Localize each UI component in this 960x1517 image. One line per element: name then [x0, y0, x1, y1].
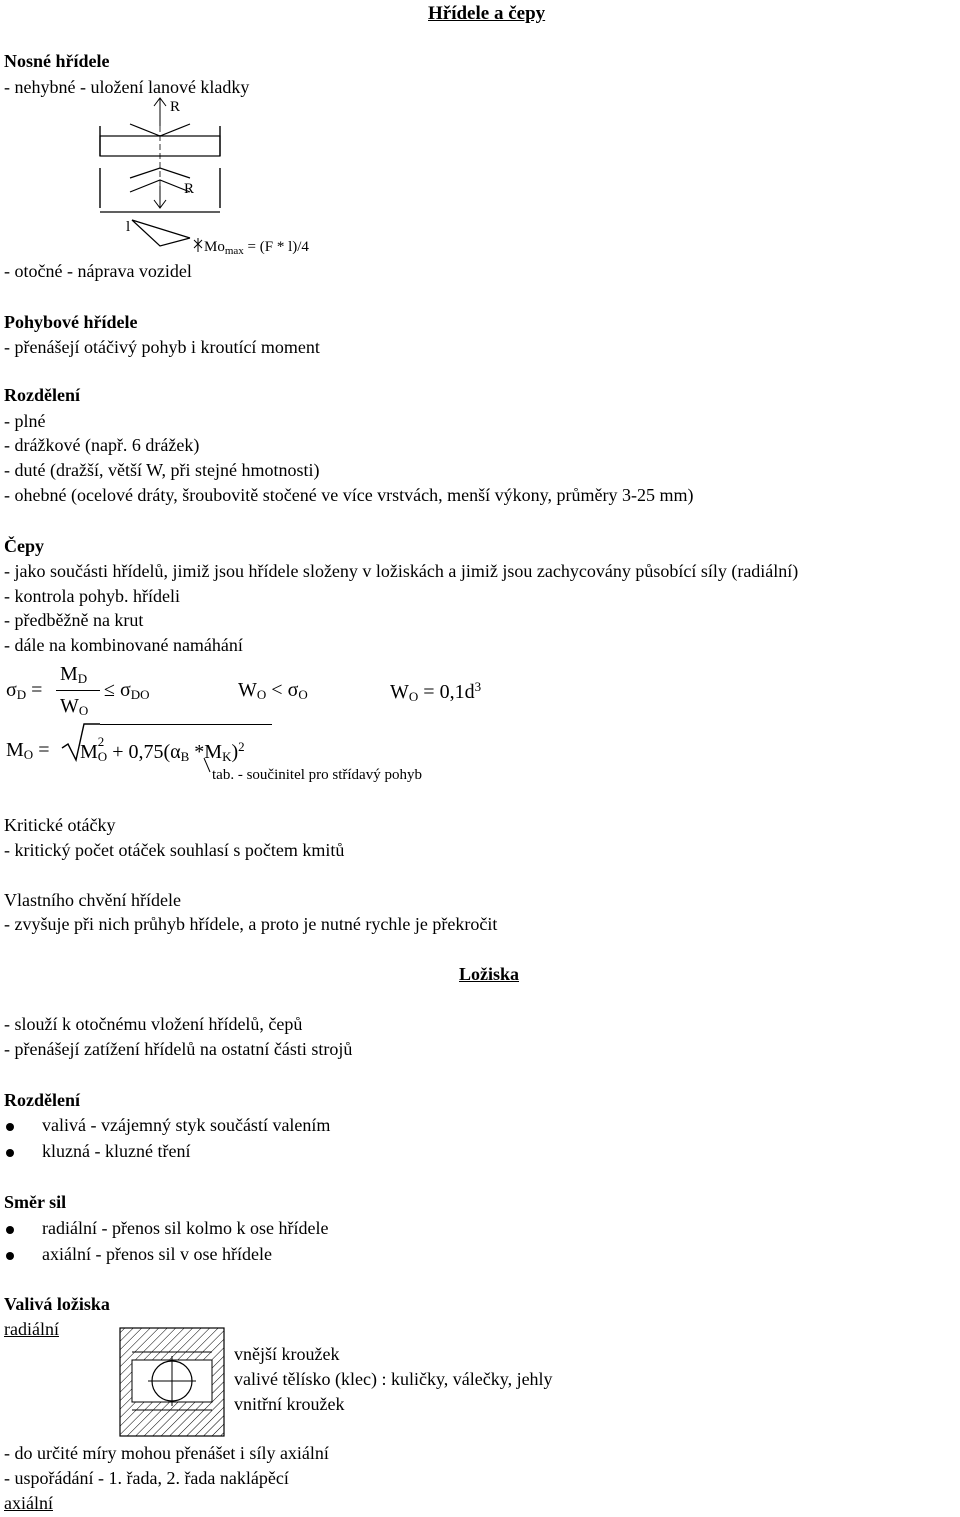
list-item: - duté (dražší, větší W, při stejné hmotnosti)	[4, 460, 320, 480]
bearing-part-label: vnitřní kroužek	[234, 1394, 345, 1414]
text-line: - slouží k otočnému vložení hřídelů, čepů	[4, 1014, 303, 1034]
list-item: - dále na kombinované namáhání	[4, 635, 243, 655]
text-line: - do určité míry mohou přenášet i síly axiální	[4, 1443, 329, 1463]
diagram-label-r: R	[184, 181, 195, 197]
heading-division: Rozdělení	[4, 1090, 80, 1110]
text-line: - přenášejí otáčivý pohyb i kroutící moment	[4, 337, 320, 357]
page-title: Hřídele a čepy	[428, 3, 546, 24]
subheading-radial: radiální	[4, 1319, 59, 1339]
bearing-part-label: vnější kroužek	[234, 1344, 340, 1364]
radial-bearing-diagram	[118, 1326, 228, 1438]
formula-wo-value: $W_O = 0,1d^3$	[390, 679, 482, 704]
formula-mo-expression: M 2 $_O + 0,75(\alpha_B$ $*M_K)^2$	[80, 734, 245, 764]
text-line: - otočné - náprava vozidel	[4, 261, 192, 281]
text-line: - uspořádání - 1. řada, 2. řada naklápěcí	[4, 1468, 289, 1488]
text-line: - kritický počet otáček souhlasí s počtem kmitů	[4, 840, 345, 860]
diagram-label-l: l	[126, 219, 131, 235]
formula-sigma-do: ≤ $\sigma_{DO}$	[104, 679, 150, 702]
list-item: - jako součásti hřídelů, jimiž jsou hřídele složeny v ložiskách a jimiž jsou zachycovány působící síly (radiální)	[4, 561, 799, 581]
section-title-bearings: Ložiska	[459, 964, 520, 984]
formula-mo-max: $Mo_{max} = (F * l)/4$	[204, 239, 309, 257]
formula-wo-lt-sigma: $W_O < \sigma_O$	[238, 679, 308, 702]
text-line: - přenášejí zatížení hřídelů na ostatní části strojů	[4, 1039, 353, 1059]
diagram-label-r: R	[170, 99, 181, 115]
heading-critical-speed: Kritické otáčky	[4, 815, 116, 835]
fraction-bar	[56, 690, 100, 691]
sqrt-bar	[100, 724, 272, 725]
formula-sigma-d: $\sigma_D$ =	[6, 679, 43, 702]
heading-motion-shafts: Pohybové hřídele	[4, 312, 138, 332]
fraction-denominator: $W_O$	[60, 695, 89, 718]
heading-rolling-bearings: Valivá ložiska	[4, 1294, 110, 1314]
bullet-item: kluzná - kluzné tření	[6, 1142, 190, 1160]
heading-load-shafts: Nosné hřídele	[4, 51, 110, 71]
fraction-numerator: $M_D$	[60, 663, 88, 686]
heading-vibration: Vlastního chvění hřídele	[4, 890, 181, 910]
bullet-item: valivá - vzájemný styk součástí valením	[6, 1116, 330, 1134]
bullet-item: axiální - přenos sil v ose hřídele	[6, 1245, 272, 1263]
list-item: - plné	[4, 411, 46, 431]
list-item: - ohebné (ocelové dráty, šroubovitě stočené ve více vrstvách, menší výkony, průměry 3-25 mm)	[4, 485, 694, 505]
subheading-axial: axiální	[4, 1493, 53, 1513]
formula-note: tab. - součinitel pro střídavý pohyb	[212, 767, 422, 783]
list-item: - drážkové (např. 6 drážek)	[4, 435, 200, 455]
heading-force-direction: Směr sil	[4, 1192, 67, 1212]
list-item: - předběžně na krut	[4, 610, 144, 630]
bearing-part-label: valivé tělísko (klec) : kuličky, válečky, jehly	[234, 1369, 553, 1389]
text-line: - nehybné - uložení lanové kladky	[4, 77, 250, 97]
heading-division: Rozdělení	[4, 385, 80, 405]
text-line: - zvyšuje při nich průhyb hřídele, a proto je nutné rychle je překročit	[4, 914, 498, 934]
formula-mo: $M_O$ =	[6, 739, 50, 762]
bullet-item: radiální - přenos sil kolmo k ose hřídele	[6, 1219, 328, 1237]
heading-pins: Čepy	[4, 536, 44, 556]
list-item: - kontrola pohyb. hřídeli	[4, 586, 180, 606]
